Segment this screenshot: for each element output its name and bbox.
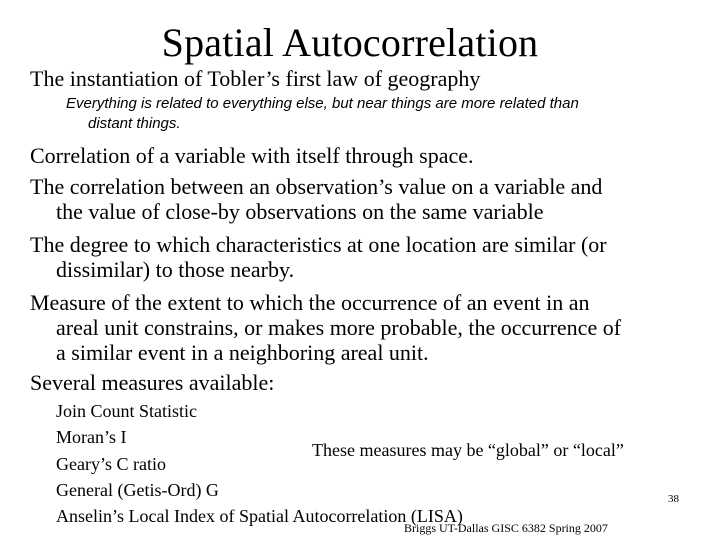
definition-item-3-line-1: The degree to which characteristics at one location are similar (or: [30, 232, 607, 257]
definition-item-4-line-1: Measure of the extent to which the occurrence of an event in an: [30, 290, 590, 315]
definition-item-5: Several measures available:: [30, 370, 275, 395]
tobler-heading: The instantiation of Tobler’s first law of geography: [30, 66, 481, 91]
measures-note: These measures may be “global” or “local”: [312, 440, 624, 460]
definition-item-4-line-3: a similar event in a neighboring areal unit.: [56, 340, 429, 365]
tobler-quote-line-2: distant things.: [88, 115, 181, 132]
measure-general-g: General (Getis-Ord) G: [56, 480, 219, 500]
measure-morans-i: Moran’s I: [56, 427, 127, 447]
tobler-quote-line-1: Everything is related to everything else, but near things are more related than: [66, 95, 579, 112]
measure-join-count: Join Count Statistic: [56, 401, 198, 421]
footer-credit: Briggs UT-Dallas GISC 6382 Spring 2007: [404, 521, 608, 535]
measure-gearys-c: Geary’s C ratio: [56, 454, 166, 474]
definition-item-2-line-1: The correlation between an observation’s value on a variable and: [30, 174, 603, 199]
definition-item-4-line-2: areal unit constrains, or makes more probable, the occurrence of: [56, 315, 622, 340]
definition-item-3-line-2: dissimilar) to those nearby.: [56, 257, 295, 282]
slide-title: Spatial Autocorrelation: [161, 20, 539, 65]
definition-item-2-line-2: the value of close-by observations on the same variable: [56, 199, 544, 224]
definition-item-1: Correlation of a variable with itself through space.: [30, 143, 474, 168]
measure-lisa: Anselin’s Local Index of Spatial Autocorrelation (LISA): [56, 506, 463, 526]
page-number: 38: [668, 493, 679, 505]
